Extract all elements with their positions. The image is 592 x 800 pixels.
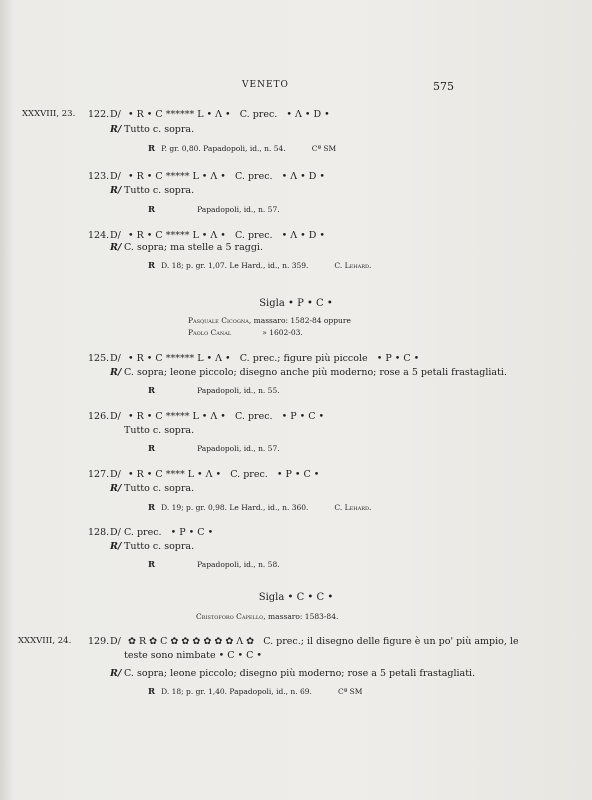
plate-reference: XXXVIII, 23. [22,109,76,119]
entry-legend: • R • C ****** L • Λ • C. prec. • Λ • D • [128,109,330,120]
reverse-text: Tutto c. sopra. [124,124,195,135]
obverse-symbol: D/ [110,411,121,422]
reverse-symbol: R/ [110,185,122,196]
entry-number: 125. [88,353,110,364]
entry-number: 122. [88,109,110,120]
obverse-symbol: D/ [110,469,121,480]
reverse-text: Tutto c. sopra. [124,541,195,552]
entry-legend: • R • C ***** L • Λ • C. prec. • Λ • D • [128,230,325,241]
obverse-symbol: D/ [110,636,121,647]
obverse-symbol: D/ [110,353,121,364]
sigla-heading: Sigla • C • C • [258,592,334,603]
page-number: 575 [433,80,454,93]
catalog-entry [0,635,592,705]
entry-number: 126. [88,411,110,422]
entry-meta: R D. 18; p. gr. 1,07. Le Hard., id., n. 359. C. Lehard. [148,261,372,271]
entry-meta: R P. gr. 0,80. Papadopoli, id., n. 54. Cª SM [148,144,337,154]
entry-meta: R Papadopoli, id., n. 57. [148,205,280,215]
catalog-entry [0,410,592,460]
entry-meta: R Papadopoli, id., n. 58. [148,560,280,570]
running-head-title: VENETO [242,80,289,90]
reverse-text: C. sopra; leone piccolo; disegno anche più moderno; rose a 5 petali frastagliati. [124,367,507,378]
catalog-entry [0,526,592,576]
sigla-heading: Sigla • P • C • [259,298,333,309]
catalog-entry [0,170,592,220]
reverse-symbol: R/ [110,124,122,135]
entry-meta: R D. 19; p. gr. 0,98. Le Hard., id., n. 360. C. Lehard. [148,503,372,513]
massaro-line: Paolo Canal » 1602-03. [188,328,303,337]
reverse-symbol: R/ [110,541,122,552]
reverse-symbol: R/ [110,242,122,253]
reverse-text: Tutto c. sopra. [124,483,195,494]
reverse-text: Tutto c. sopra. [124,185,195,196]
entry-legend: • R • C ***** L • Λ • C. prec. • Λ • D • [128,171,325,182]
obverse-symbol: D/ [110,109,121,120]
entry-legend: C. prec. • P • C • [124,527,214,538]
entry-legend: ✿ R ✿ C ✿ ✿ ✿ ✿ ✿ ✿ Λ ✿ C. prec.; il disegno delle figure è un po' più ampio, le [128,636,519,647]
obverse-symbol: D/ [110,171,121,182]
entry-meta: R Papadopoli, id., n. 55. [148,386,280,396]
entry-legend: • R • C ****** L • Λ • C. prec.; figure più piccole • P • C • [128,353,420,364]
entry-number: 123. [88,171,110,182]
catalog-entry [0,108,592,158]
entry-number: 129. [88,636,110,647]
entry-meta: R Papadopoli, id., n. 57. [148,444,280,454]
catalog-entry [0,229,592,279]
entry-legend: • R • C ***** L • Λ • C. prec. • P • C • [128,411,325,422]
plate-reference: XXXVIII, 24. [18,636,72,646]
entry-number: 124. [88,230,110,241]
obverse-symbol: D/ [110,527,121,538]
entry-legend-continued: teste sono nimbate • C • C • [124,650,263,661]
entry-number: 128. [88,527,110,538]
reverse-text: C. sopra; leone piccolo; disegno più moderno; rose a 5 petali frastagliati. [124,668,476,679]
catalog-entry [0,468,592,518]
reverse-text: C. sopra; ma stelle a 5 raggi. [124,242,263,253]
entry-meta: R D. 18; p. gr. 1,40. Papadopoli, id., n. 69. Cª SM [148,687,363,697]
reverse-symbol: R/ [110,483,122,494]
massaro-line: Cristoforo Capello, massaro: 1583-84. [196,612,339,621]
reverse-symbol: R/ [110,668,122,679]
reverse-symbol: R/ [110,367,122,378]
entry-number: 127. [88,469,110,480]
entry-legend: • R • C **** L • Λ • C. prec. • P • C • [128,469,320,480]
obverse-symbol: D/ [110,230,121,241]
reverse-text: Tutto c. sopra. [124,425,195,436]
catalog-entry [0,352,592,402]
massaro-line: Pasquale Cicogna, massaro: 1582-84 oppure [188,316,351,325]
